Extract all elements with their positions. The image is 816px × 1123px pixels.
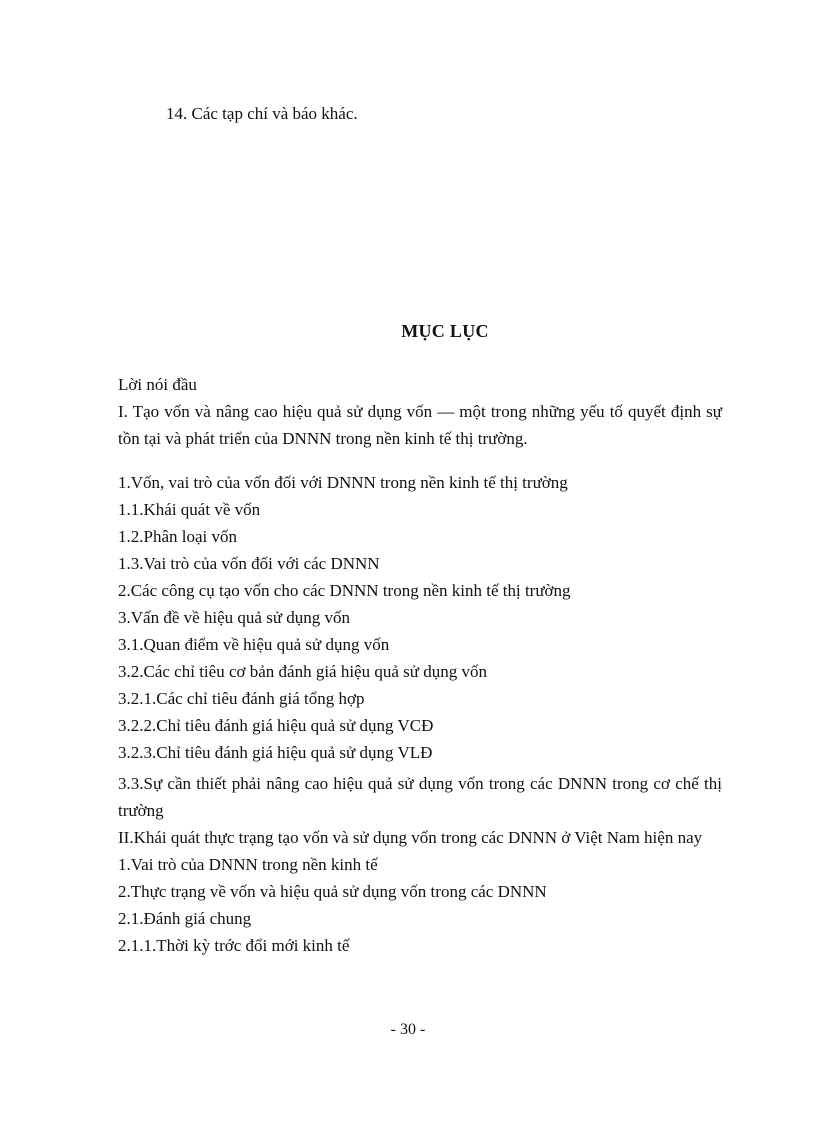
table-of-contents — [118, 371, 722, 959]
toc-entry-part-1: I. Tạo vốn và nâng cao hiệu quả sử dụng vốn — một trong những yếu tố quyết định sự tồn tại và phát triển của DNNN trong nền kinh tế thị trường. — [118, 402, 722, 448]
toc-title: MỤC LỤC — [401, 321, 489, 341]
toc-entry-3-3: 3.3.Sự cần thiết phải nâng cao hiệu quả sử dụng vốn trong các DNNN trong cơ chế thị trường — [118, 774, 722, 820]
toc-entry-3-2-2: 3.2.2.Chỉ tiêu đánh giá hiệu quả sử dụng VCĐ — [118, 716, 434, 735]
toc-entry-3-2-1: 3.2.1.Các chỉ tiêu đánh giá tổng hợp — [118, 689, 365, 708]
toc-entry-1-3: 1.3.Vai trò của vốn đối với các DNNN — [118, 554, 380, 573]
toc-entry-ii-2-1-1: 2.1.1.Thời kỳ trớc đổi mới kinh tế — [118, 936, 350, 955]
toc-entry-1-2: 1.2.Phân loại vốn — [118, 527, 237, 546]
reference-item: 14. Các tạp chí và báo khác. — [166, 104, 358, 123]
toc-entry-3-1: 3.1.Quan điểm về hiệu quả sử dụng vốn — [118, 635, 390, 654]
toc-entry-1-1: 1.1.Khái quát về vốn — [118, 500, 261, 519]
toc-entry-2: 2.Các công cụ tạo vốn cho các DNNN trong nền kinh tế thị trường — [118, 581, 571, 600]
toc-entry-3-2-3: 3.2.3.Chỉ tiêu đánh giá hiệu quả sử dụng VLĐ — [118, 743, 433, 762]
toc-entry-1: 1.Vốn, vai trò của vốn đối với DNNN trong nền kinh tế thị trường — [118, 473, 568, 492]
page-number: - 30 - — [390, 1021, 426, 1038]
toc-entry-3-2: 3.2.Các chỉ tiêu cơ bản đánh giá hiệu quả sử dụng vốn — [118, 662, 487, 681]
toc-entry-preface: Lời nói đầu — [118, 375, 197, 394]
toc-entry-3: 3.Vấn đề về hiệu quả sử dụng vốn — [118, 608, 351, 627]
toc-entry-ii-1: 1.Vai trò của DNNN trong nền kinh tế — [118, 855, 378, 874]
toc-entry-part-2: II.Khái quát thực trạng tạo vốn và sử dụng vốn trong các DNNN ở Việt Nam hiện nay — [118, 828, 703, 847]
toc-entry-ii-2: 2.Thực trạng về vốn và hiệu quả sử dụng vốn trong các DNNN — [118, 882, 547, 901]
toc-entry-ii-2-1: 2.1.Đánh giá chung — [118, 909, 252, 928]
